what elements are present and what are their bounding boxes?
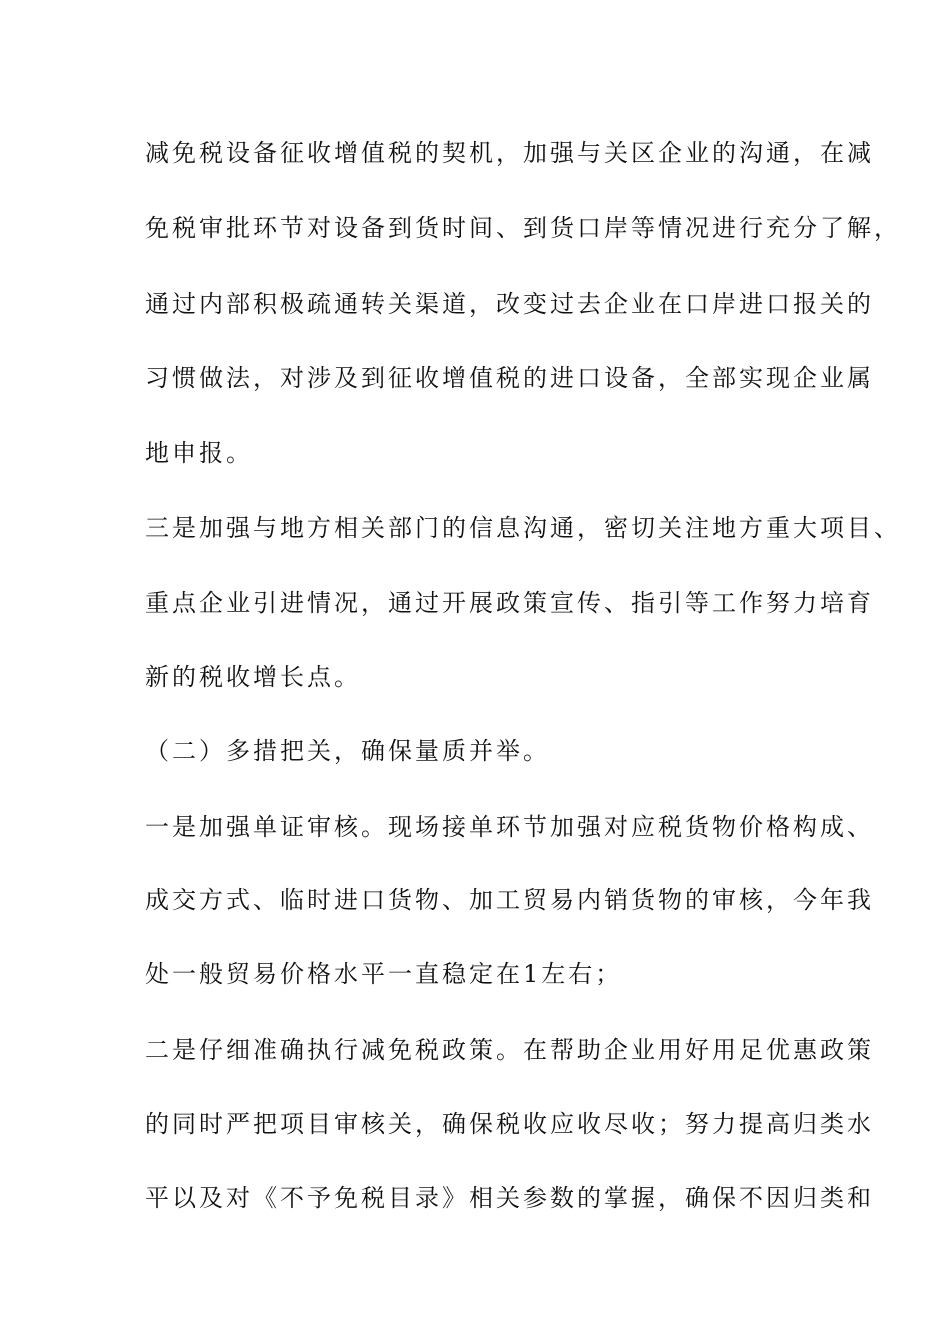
text-line: 处一般贸易价格水平一直稳定在1左右； xyxy=(145,960,623,988)
text-line: 平以及对《不予免税目录》相关参数的掌握，确保不因归类和 xyxy=(145,1184,874,1212)
text-line: 三是加强与地方相关部门的信息沟通，密切关注地方重大项目、 xyxy=(145,514,901,542)
text-line: 减免税设备征收增值税的契机，加强与关区企业的沟通，在减 xyxy=(145,139,874,167)
text-line: 二是仔细准确执行减免税政策。在帮助企业用好用足优惠政策 xyxy=(145,1036,874,1064)
section-heading: （二）多措把关，确保量质并举。 xyxy=(145,737,550,765)
text-line: 免税审批环节对设备到货时间、到货口岸等情况进行充分了解， xyxy=(145,214,901,242)
text-line: 成交方式、临时进口货物、加工贸易内销货物的审核，今年我 xyxy=(145,886,874,914)
text-line: 新的税收增长点。 xyxy=(145,663,361,691)
text-line: 习惯做法，对涉及到征收增值税的进口设备，全部实现企业属 xyxy=(145,364,874,392)
text-line: 的同时严把项目审核关，确保税收应收尽收；努力提高归类水 xyxy=(145,1110,874,1138)
text-line: 一是加强单证审核。现场接单环节加强对应税货物价格构成、 xyxy=(145,813,874,841)
text-line: 地申报。 xyxy=(145,439,253,467)
text-line: 重点企业引进情况，通过开展政策宣传、指引等工作努力培育 xyxy=(145,589,874,617)
text-line: 通过内部积极疏通转关渠道，改变过去企业在口岸进口报关的 xyxy=(145,290,874,318)
